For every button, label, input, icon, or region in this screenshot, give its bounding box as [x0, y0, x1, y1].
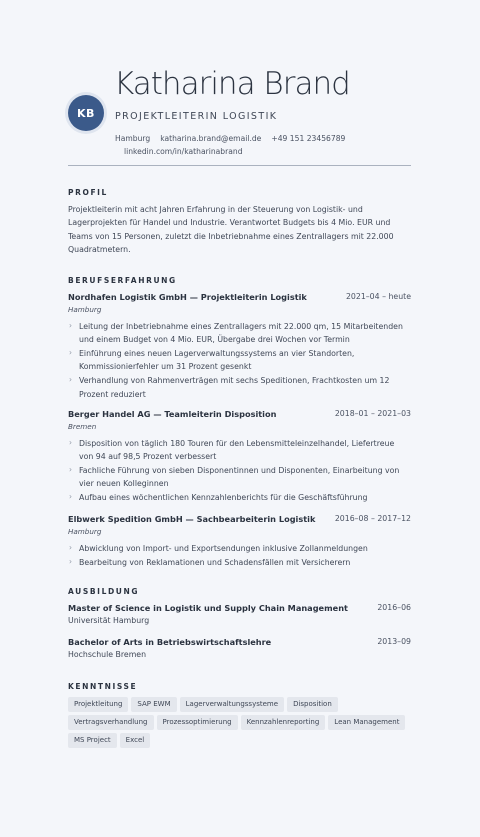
- job-date: 2016–08 – 2017–12: [334, 514, 411, 523]
- skill-tag: Vertragsverhandlung: [68, 715, 154, 730]
- bullet-chevron-icon: ›: [69, 492, 72, 502]
- section-title-education: AUSBILDUNG: [68, 587, 140, 596]
- education-date: 2013–09: [377, 637, 411, 646]
- header-divider: [68, 165, 411, 166]
- skill-tag: SAP EWM: [131, 697, 176, 712]
- job-bullet: › Abwicklung von Import- und Exportsendungen inklusive Zollanmeldungen: [69, 543, 368, 553]
- person-name: Katharina Brand: [114, 66, 350, 102]
- job-title: Elbwerk Spedition GmbH — Sachbearbeiterin Logistik: [68, 514, 316, 524]
- job-place: Hamburg: [68, 527, 102, 536]
- job-entry: [68, 409, 411, 505]
- job-bullet: › Leitung der Inbetriebnahme eines Zentrallagers mit 22.000 qm, 15 Mitarbeitenden und einem Budget von 4 Mio. EUR, Übergabe drei Wochen vor Termin: [69, 321, 403, 345]
- job-entry: [68, 514, 411, 570]
- job-title: Berger Handel AG — Teamleiterin Disposition: [68, 409, 277, 419]
- skill-tag: MS Project: [68, 733, 117, 748]
- avatar: KB: [68, 95, 104, 131]
- job-bullet: › Fachliche Führung von sieben Disponentinnen und Disponenten, Einarbeitung von vier neuen Kolleginnen: [69, 465, 400, 489]
- education-date: 2016–06: [377, 603, 411, 612]
- bullet-chevron-icon: ›: [69, 321, 72, 330]
- education-school: Hochschule Bremen: [68, 650, 147, 659]
- job-title: Nordhafen Logistik GmbH — Projektleiterin Logistik: [68, 292, 307, 302]
- education-entry: [68, 603, 411, 625]
- job-role: PROJEKTLEITERIN LOGISTIK: [115, 111, 278, 122]
- education-degree: Master of Science in Logistik und Supply Chain Management: [68, 603, 348, 613]
- job-entry: [68, 292, 411, 402]
- job-place: Hamburg: [68, 305, 102, 314]
- skill-tag: Excel: [120, 733, 151, 748]
- job-bullet: › Einführung eines neuen Lagerverwaltungssystems an vier Standorten, Kommissionierfehler um 31 Prozent gesenkt: [69, 348, 355, 372]
- job-bullet: › Verhandlung von Rahmenverträgen mit sechs Speditionen, Frachtkosten um 12 Prozent reduziert: [69, 375, 390, 399]
- job-bullet: › Disposition von täglich 180 Touren für den Lebensmitteleinzelhandel, Liefertreue von 94 auf 98,5 Prozent verbessert: [69, 438, 395, 462]
- contact-info: [115, 132, 345, 158]
- contact-linkedin[interactable]: linkedin.com/in/katharinabrand: [124, 147, 243, 156]
- bullet-chevron-icon: ›: [69, 348, 72, 358]
- job-bullet: › Bearbeitung von Reklamationen und Schadensfällen mit Versicherern: [69, 557, 351, 567]
- bullet-chevron-icon: ›: [69, 557, 72, 566]
- education-entry: [68, 637, 411, 659]
- skill-tag: Lagerverwaltungssysteme: [180, 697, 284, 712]
- skill-tag: Disposition: [287, 697, 338, 712]
- section-title-profile: PROFIL: [68, 188, 108, 197]
- skill-tag: Kennzahlenreporting: [241, 715, 326, 730]
- education-school: Universität Hamburg: [68, 616, 150, 625]
- section-title-skills: KENNTNISSE: [68, 682, 138, 691]
- skill-tag: Projektleitung: [68, 697, 128, 712]
- skills-list: [68, 697, 413, 748]
- section-title-experience: BERUFSERFAHRUNG: [68, 276, 177, 285]
- skill-tag: Lean Management: [328, 715, 405, 730]
- job-date: 2018–01 – 2021–03: [334, 409, 411, 418]
- job-bullet: › Aufbau eines wöchentlichen Kennzahlenberichts für die Geschäftsführung: [69, 492, 368, 503]
- contact-city: Hamburg: [115, 134, 151, 143]
- job-place: Bremen: [68, 422, 97, 431]
- profile-text: Projektleiterin mit acht Jahren Erfahrung in der Steuerung von Logistik- und Lagerprojekten für Handel und Industrie. Verantwortet Budgets bis 4 Mio. EUR und Teams von 15 Personen, zuletzt die Inbetriebnahme eines Zentrallagers mit 22.000 Quadratmetern.: [68, 205, 394, 255]
- job-date: 2021–04 – heute: [345, 292, 411, 301]
- contact-phone[interactable]: +49 151 23456789: [271, 134, 346, 143]
- bullet-chevron-icon: ›: [69, 543, 72, 552]
- education-degree: Bachelor of Arts in Betriebswirtschaftslehre: [68, 637, 272, 647]
- contact-email[interactable]: katharina.brand@email.de: [160, 134, 262, 143]
- bullet-chevron-icon: ›: [69, 438, 72, 447]
- skill-tag: Prozessoptimierung: [157, 715, 238, 730]
- bullet-chevron-icon: ›: [69, 465, 72, 475]
- bullet-chevron-icon: ›: [69, 375, 72, 385]
